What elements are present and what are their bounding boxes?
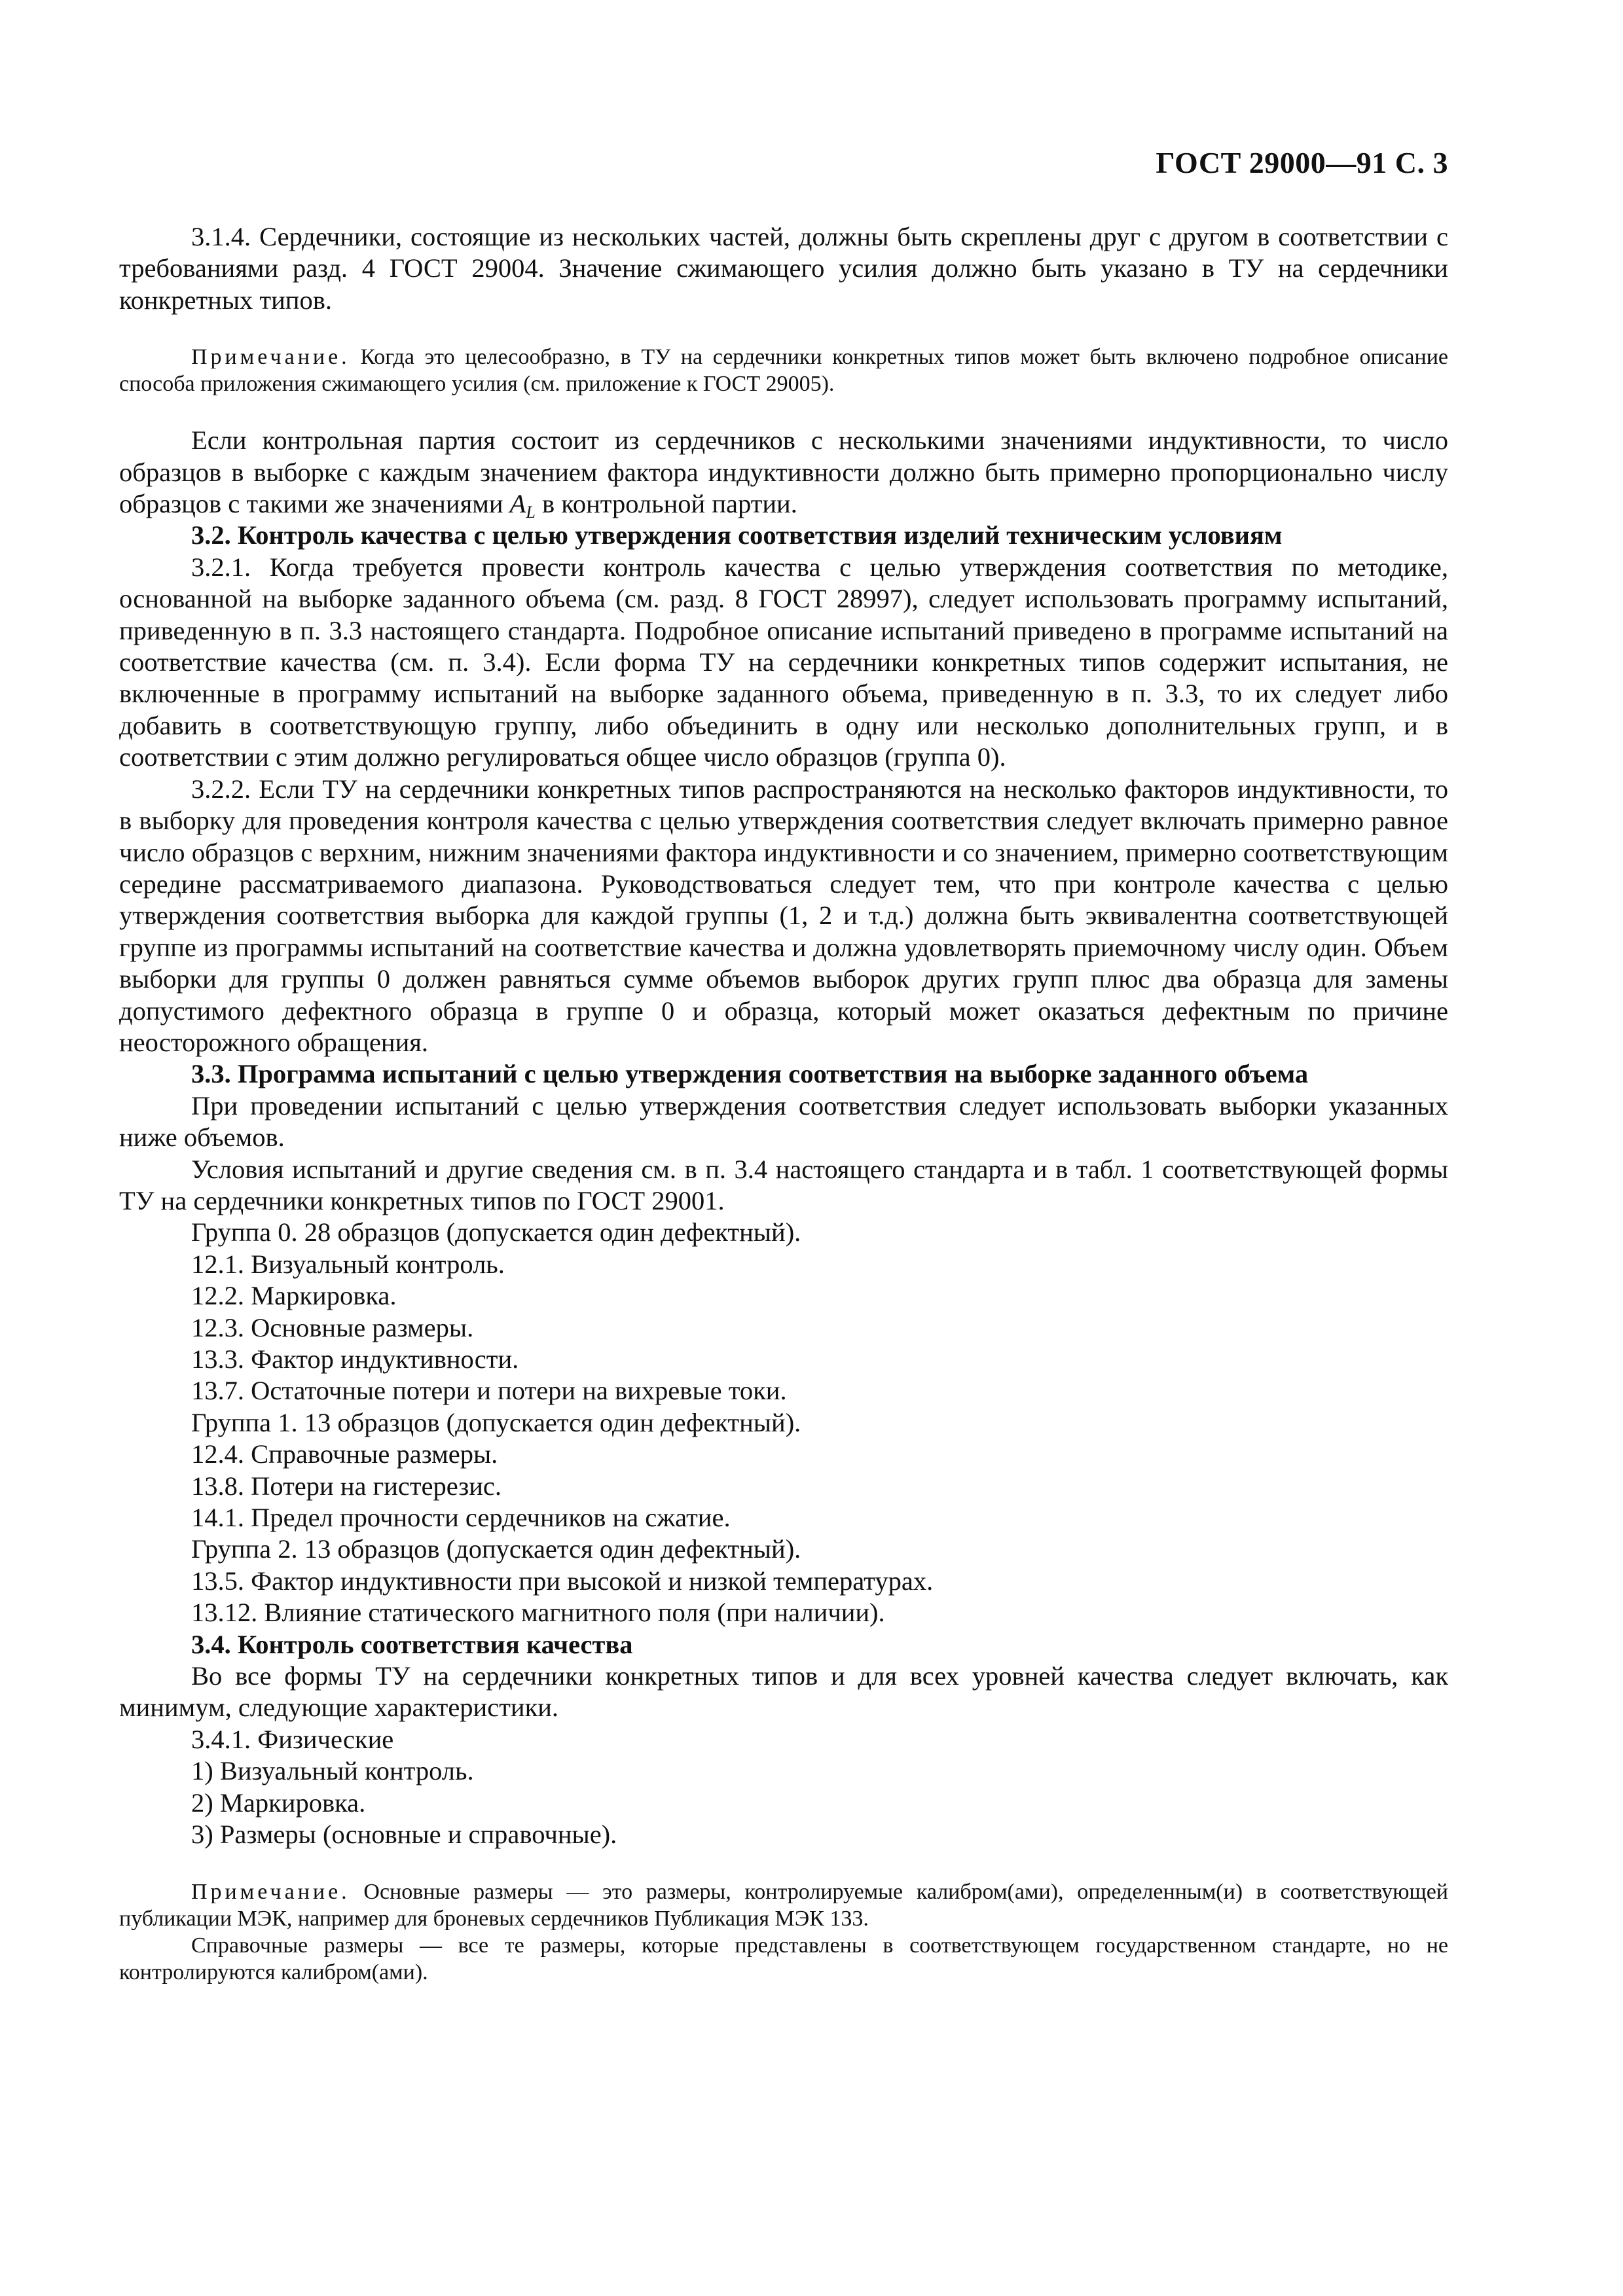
list-item: Группа 0. 28 образцов (допускается один дефектный). xyxy=(191,1217,801,1247)
note-text: Когда это целесообразно, в ТУ на сердечники конкретных типов может быть включено подробное описание способа приложения сжимающего усилия (см. приложение к ГОСТ 29005). xyxy=(119,345,1448,397)
symbol-al xyxy=(509,489,536,522)
note-2 xyxy=(119,1878,1448,1932)
heading-3-3: 3.3. Программа испытаний с целью утверждения соответствия на выборке заданного объема xyxy=(191,1059,1309,1089)
paragraph-3-4: Во все формы ТУ на сердечники конкретных типов и для всех уровней качества следует включать, как минимум, следующие характеристики. xyxy=(119,1661,1448,1723)
list-item: 13.12. Влияние статического магнитного поля (при наличии). xyxy=(191,1598,885,1628)
paragraph-3-3-a: При проведении испытаний с целью утверждения соответствия следует использовать выборки указанных ниже объемов. xyxy=(119,1090,1448,1153)
list-item: 13.7. Остаточные потери и потери на вихревые токи. xyxy=(191,1376,787,1406)
document-body xyxy=(119,221,1448,1986)
list-item: Группа 2. 13 образцов (допускается один дефектный). xyxy=(191,1534,801,1564)
symbol-a: A xyxy=(509,489,526,519)
document-page xyxy=(119,0,1448,2296)
heading-3-2: 3.2. Контроль качества с целью утверждения соответствия изделий техническим условиям xyxy=(191,520,1283,550)
note-3: Справочные размеры — все те размеры, которые представлены в соответствующем государственном стандарте, но не контролируются калибром(ами). xyxy=(119,1933,1448,1984)
heading-3-4: 3.4. Контроль соответствия качества xyxy=(191,1629,633,1659)
physical-list xyxy=(119,1724,1448,1851)
paragraph-3-2-1: 3.2.1. Когда требуется провести контроль качества с целью утверждения соответствия по методике, основанной на выборке заданного объема (см. разд. 8 ГОСТ 28997), следует использовать программу испытаний, приведенную в п. 3.3 настоящего стандарта. Подробное описание испытаний приведено в программе испытаний на соответствие качества (см. п. 3.4). Если форма ТУ на сердечники конкретных типов содержит испытания, не включенные в программу испытаний на выборке заданного объема, приведенную в п. 3.3, то их следует либо добавить в соответствующую группу, либо объединить в одну или несколько дополнительных групп, и в соответствии с этим должно регулироваться общее число образцов (группа 0). xyxy=(119,552,1448,772)
paragraph-inductance-batch xyxy=(119,425,1448,520)
list-item: 13.3. Фактор индуктивности. xyxy=(191,1344,519,1374)
note-label: Примечание. xyxy=(191,1879,350,1904)
list-item: 12.2. Маркировка. xyxy=(191,1281,397,1311)
list-item: 13.8. Потери на гистерезис. xyxy=(191,1471,502,1501)
list-item: 2) Маркировка. xyxy=(191,1787,366,1818)
list-item: 12.4. Справочные размеры. xyxy=(191,1439,498,1469)
note-label: Примечание. xyxy=(191,345,350,370)
list-item: 12.1. Визуальный контроль. xyxy=(191,1249,505,1279)
symbol-subscript-l: L xyxy=(526,503,536,522)
note-1 xyxy=(119,344,1448,397)
paragraph-3-1-4: 3.1.4. Сердечники, состоящие из нескольких частей, должны быть скреплены друг с другом в соответствии с требованиями разд. 4 ГОСТ 29004. Значение сжимающего усилия должно быть указано в ТУ на сердечники конкретных типов. xyxy=(119,222,1448,315)
paragraph-3-2-2: 3.2.2. Если ТУ на сердечники конкретных типов распространяются на несколько факторов индуктивности, то в выборку для проведения контроля качества с целью утверждения соответствия следует включать примерно равное число образцов с верхним, нижним значениями фактора индуктивности и со значением, примерно соответствующим середине рассматриваемого диапазона. Руководствоваться следует тем, что при контроле качества с целью утверждения соответствия выборка для каждой группы (1, 2 и т.д.) должна быть эквивалентна соответствующей группе из программы испытаний на соответствие качества и должна удовлетворять приемочному числу один. Объем выборки для группы 0 должен равняться сумме объемов выборок других групп плюс два образца для замены допустимого дефектного образца в группе 0 и образца, который может оказаться дефектным по причине неосторожного обращения. xyxy=(119,774,1448,1057)
test-program-list xyxy=(119,1217,1448,1628)
page-header: ГОСТ 29000—91 С. 3 xyxy=(1156,146,1448,179)
list-item: 3) Размеры (основные и справочные). xyxy=(191,1820,617,1850)
list-item: 12.3. Основные размеры. xyxy=(191,1312,474,1342)
list-item: Группа 1. 13 образцов (допускается один дефектный). xyxy=(191,1407,801,1437)
paragraph-text: Если контрольная партия состоит из сердечников с несколькими значениями индуктивности, то число образцов в выборке с каждым значением фактора индуктивности должно быть примерно пропорционально числу образцов с такими же значениями xyxy=(119,425,1448,519)
list-item: 1) Визуальный контроль. xyxy=(191,1756,474,1786)
paragraph-text-end: в контрольной партии. xyxy=(535,489,797,519)
note-text: Основные размеры — это размеры, контролируемые калибром(ами), определенным(и) в соответствующей публикации МЭК, например для броневых сердечников Публикация МЭК 133. xyxy=(119,1879,1448,1931)
list-item: 13.5. Фактор индуктивности при высокой и низкой температурах. xyxy=(191,1566,934,1596)
paragraph-3-3-b: Условия испытаний и другие сведения см. в п. 3.4 настоящего стандарта и в табл. 1 соответствующей формы ТУ на сердечники конкретных типов по ГОСТ 29001. xyxy=(119,1154,1448,1215)
list-item: 3.4.1. Физические xyxy=(191,1724,394,1754)
list-item: 14.1. Предел прочности сердечников на сжатие. xyxy=(191,1503,731,1533)
